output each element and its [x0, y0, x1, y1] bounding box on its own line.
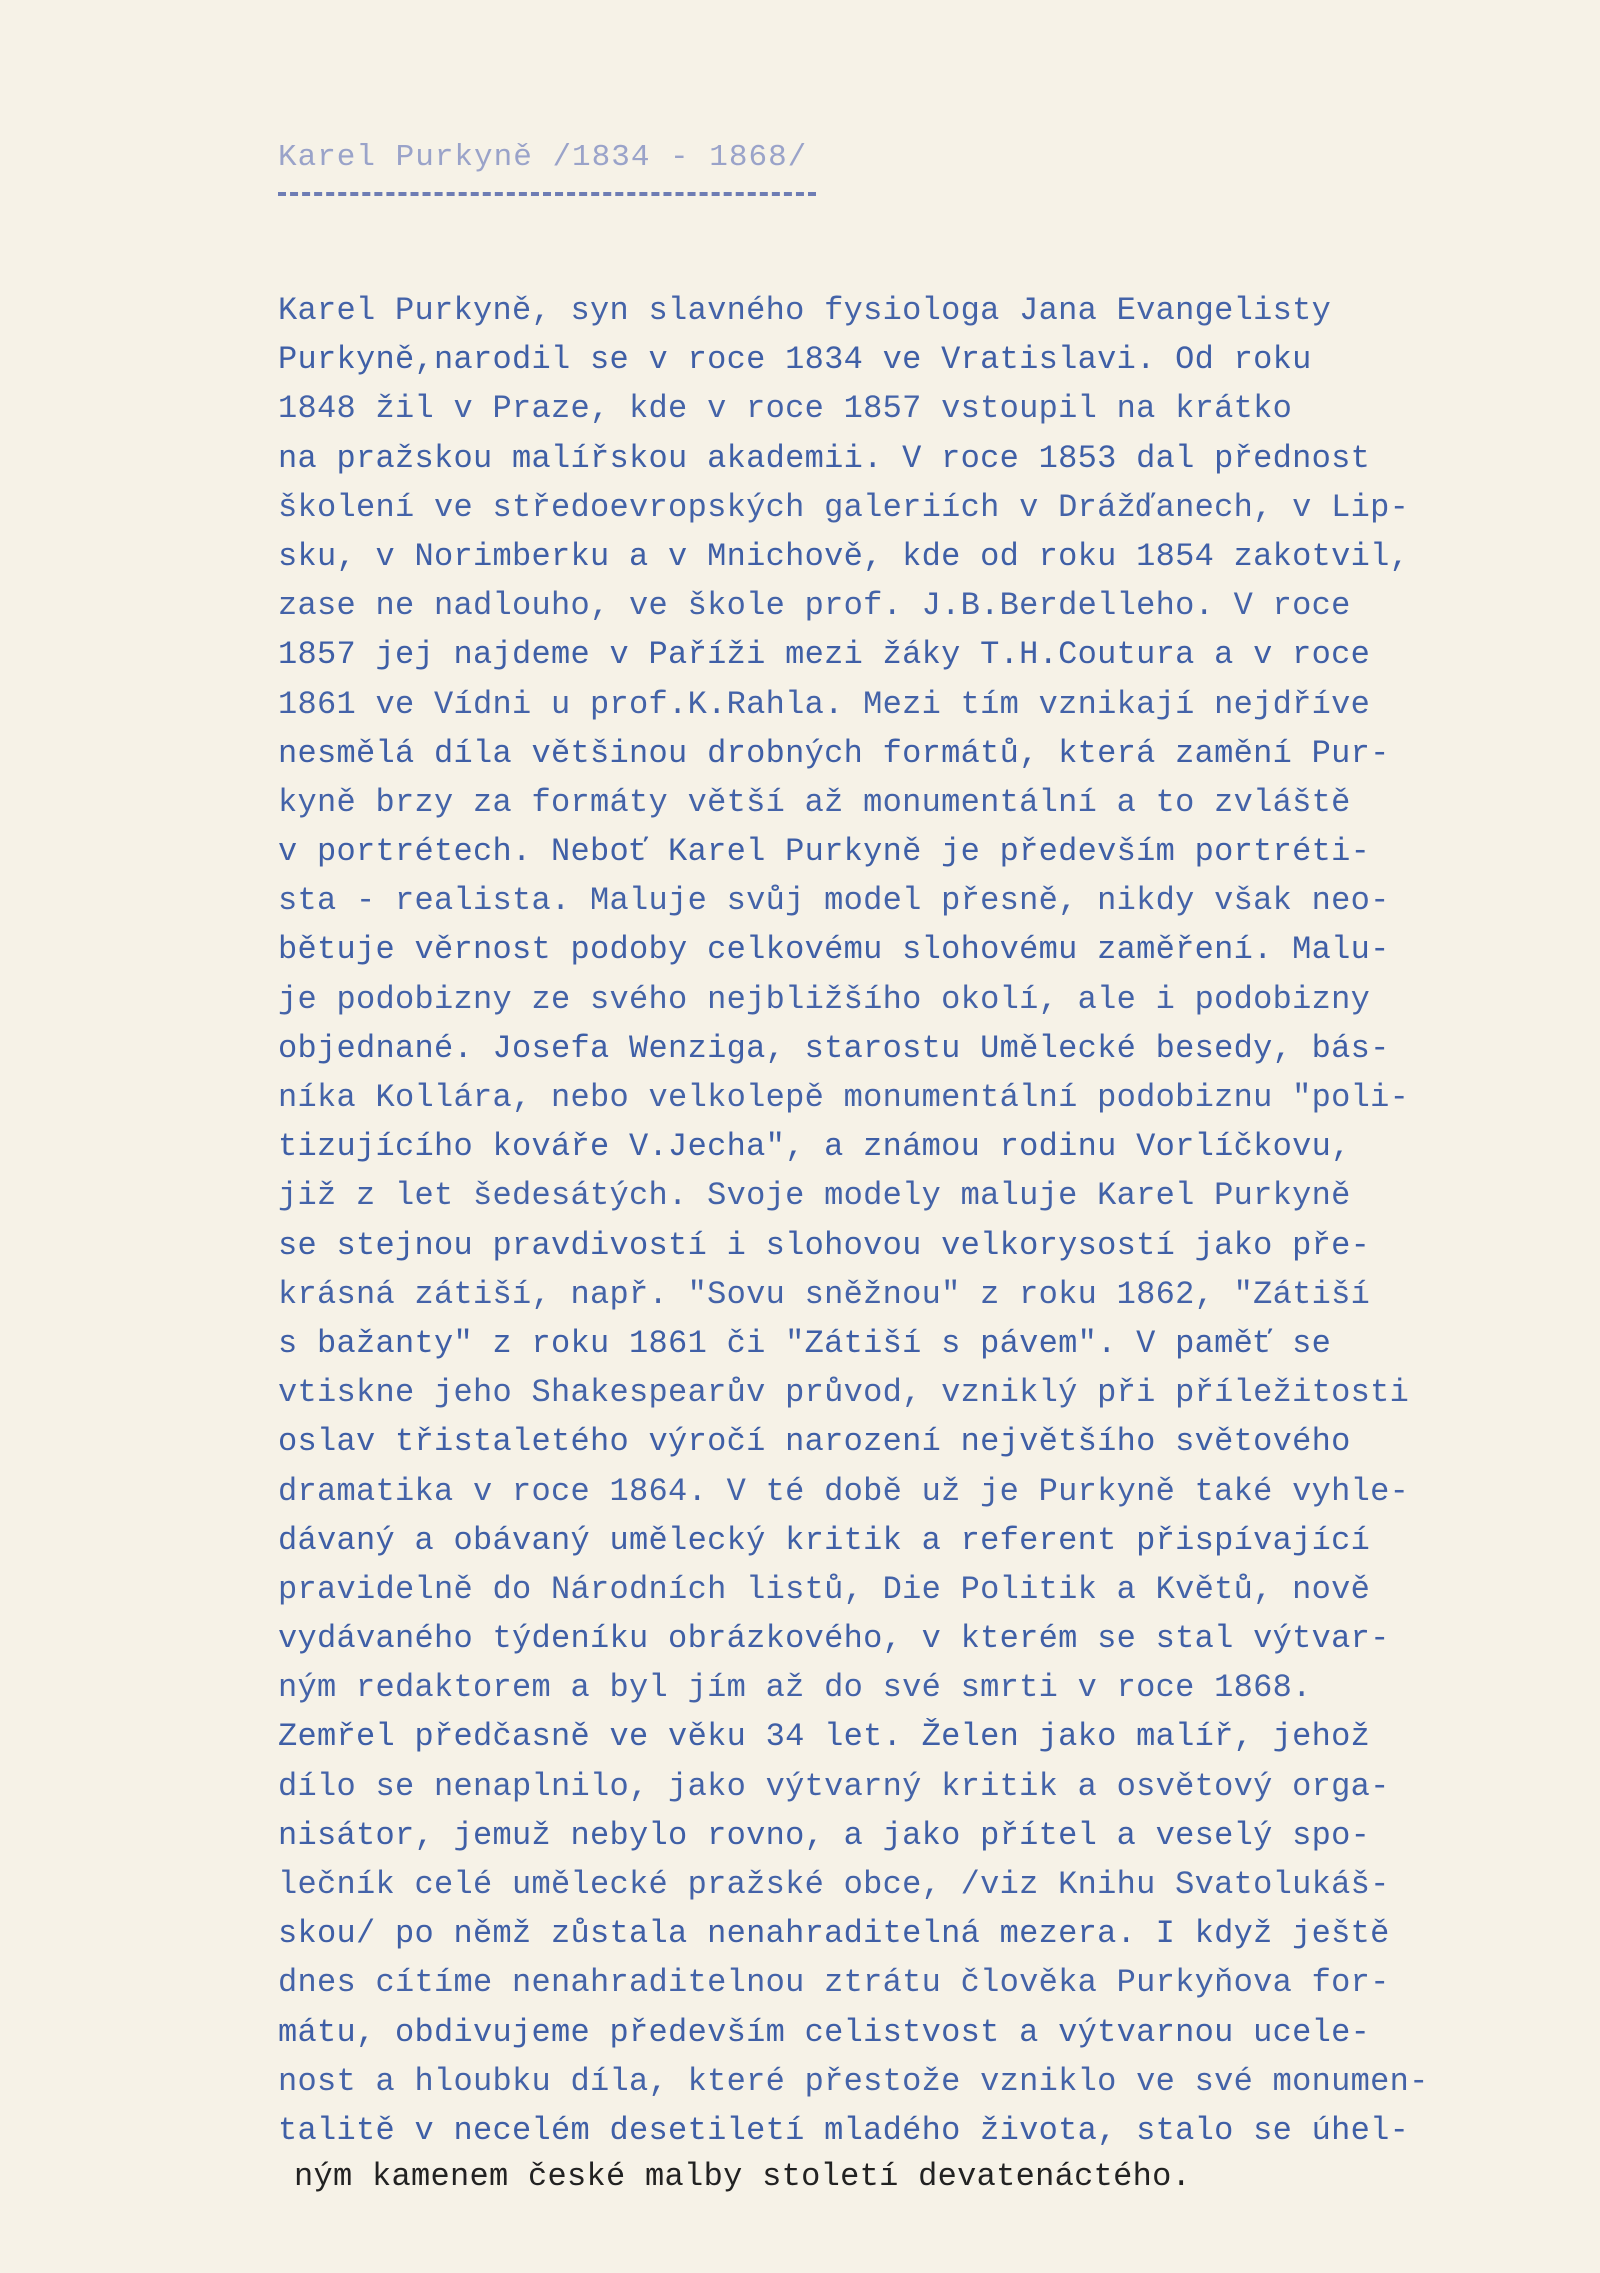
- text-line: sta - realista. Maluje svůj model přesně, nikdy však neo-: [278, 882, 1390, 920]
- text-line: již z let šedesátých. Svoje modely maluje Karel Purkyně: [278, 1177, 1351, 1215]
- text-line: oslav třistaletého výročí narození největšího světového: [278, 1423, 1351, 1461]
- document-title: Karel Purkyně /1834 - 1868/: [278, 140, 808, 175]
- text-line: kyně brzy za formáty větší až monumentální a to zvláště: [278, 783, 1351, 821]
- text-line: lečník celé umělecké pražské obce, /viz Knihu Svatolukáš-: [278, 1866, 1390, 1903]
- text-line: zase ne nadlouho, ve škole prof. J.B.Berdelleho. V roce: [278, 587, 1351, 625]
- text-line: je podobizny ze svého nejbližšího okolí, ale i podobizny: [278, 980, 1371, 1018]
- text-line: Zemřel předčasně ve věku 34 let. Želen jako malíř, jehož: [278, 1718, 1371, 1756]
- body-text: [278, 286, 1478, 2155]
- text-line: školení ve středoevropských galeriích v Drážďanech, v Lip-: [278, 488, 1410, 526]
- text-line: tizujícího kováře V.Jecha", a známou rodinu Vorlíčkovu,: [278, 1128, 1351, 1166]
- final-line: ným kamenem české malby století devatenáctého.: [294, 2158, 1192, 2195]
- text-line: s bažanty" z roku 1861 či "Zátiší s pávem". V paměť se: [278, 1324, 1332, 1362]
- text-line: na pražskou malířskou akademii. V roce 1853 dal přednost: [278, 439, 1371, 477]
- text-line: nisátor, jemuž nebylo rovno, a jako přítel a veselý spo-: [278, 1816, 1371, 1854]
- text-line: dávaný a obávaný umělecký kritik a referent přispívající: [278, 1521, 1371, 1559]
- text-line: skou/ po němž zůstala nenahraditelná mezera. I když ještě: [278, 1915, 1390, 1953]
- text-line: nesmělá díla většinou drobných formátů, která zamění Pur-: [278, 734, 1390, 772]
- text-line: dnes cítíme nenahraditelnou ztrátu člověka Purkyňova for-: [278, 1964, 1390, 2002]
- text-line: vtiskne jeho Shakespearův průvod, vzniklý při příležitosti: [278, 1374, 1410, 1412]
- text-line: ným redaktorem a byl jím až do své smrti v roce 1868.: [278, 1669, 1312, 1707]
- text-line: sku, v Norimberku a v Mnichově, kde od roku 1854 zakotvil,: [278, 537, 1410, 575]
- text-line: Karel Purkyně, syn slavného fysiologa Jana Evangelisty: [278, 292, 1332, 329]
- text-line: talitě v necelém desetiletí mladého života, stalo se úhel-: [278, 2111, 1410, 2149]
- text-line: 1857 jej najdeme v Paříži mezi žáky T.H.Coutura a v roce: [278, 636, 1371, 674]
- text-line: 1848 žil v Praze, kde v roce 1857 vstoupil na krátko: [278, 390, 1293, 428]
- text-line: mátu, obdivujeme především celistvost a výtvarnou ucele-: [278, 2013, 1371, 2051]
- text-line: 1861 ve Vídni u prof.K.Rahla. Mezi tím vznikají nejdříve: [278, 685, 1371, 723]
- text-line: pravidelně do Národních listů, Die Politik a Květů, nově: [278, 1570, 1371, 1608]
- text-line: bětuje věrnost podoby celkovému slohovému zaměření. Malu-: [278, 931, 1390, 969]
- text-line: dílo se nenaplnilo, jako výtvarný kritik a osvětový orga-: [278, 1767, 1390, 1805]
- text-line: v portrétech. Neboť Karel Purkyně je především portréti-: [278, 833, 1371, 871]
- text-line: vydávaného týdeníku obrázkového, v kterém se stal výtvar-: [278, 1620, 1390, 1658]
- text-line: nost a hloubku díla, které přestože vzniklo ve své monumen-: [278, 2062, 1429, 2100]
- text-line: krásná zátiší, např. "Sovu sněžnou" z roku 1862, "Zátiší: [278, 1275, 1371, 1313]
- title-underline: [278, 192, 816, 196]
- text-line: níka Kollára, nebo velkolepě monumentální podobiznu "poli-: [278, 1079, 1410, 1116]
- text-line: se stejnou pravdivostí i slohovou velkorysostí jako pře-: [278, 1226, 1371, 1264]
- text-line: dramatika v roce 1864. V té době už je Purkyně také vyhle-: [278, 1472, 1410, 1510]
- text-line: Purkyně,narodil se v roce 1834 ve Vratislavi. Od roku: [278, 341, 1312, 379]
- text-line: objednané. Josefa Wenziga, starostu Umělecké besedy, bás-: [278, 1029, 1390, 1067]
